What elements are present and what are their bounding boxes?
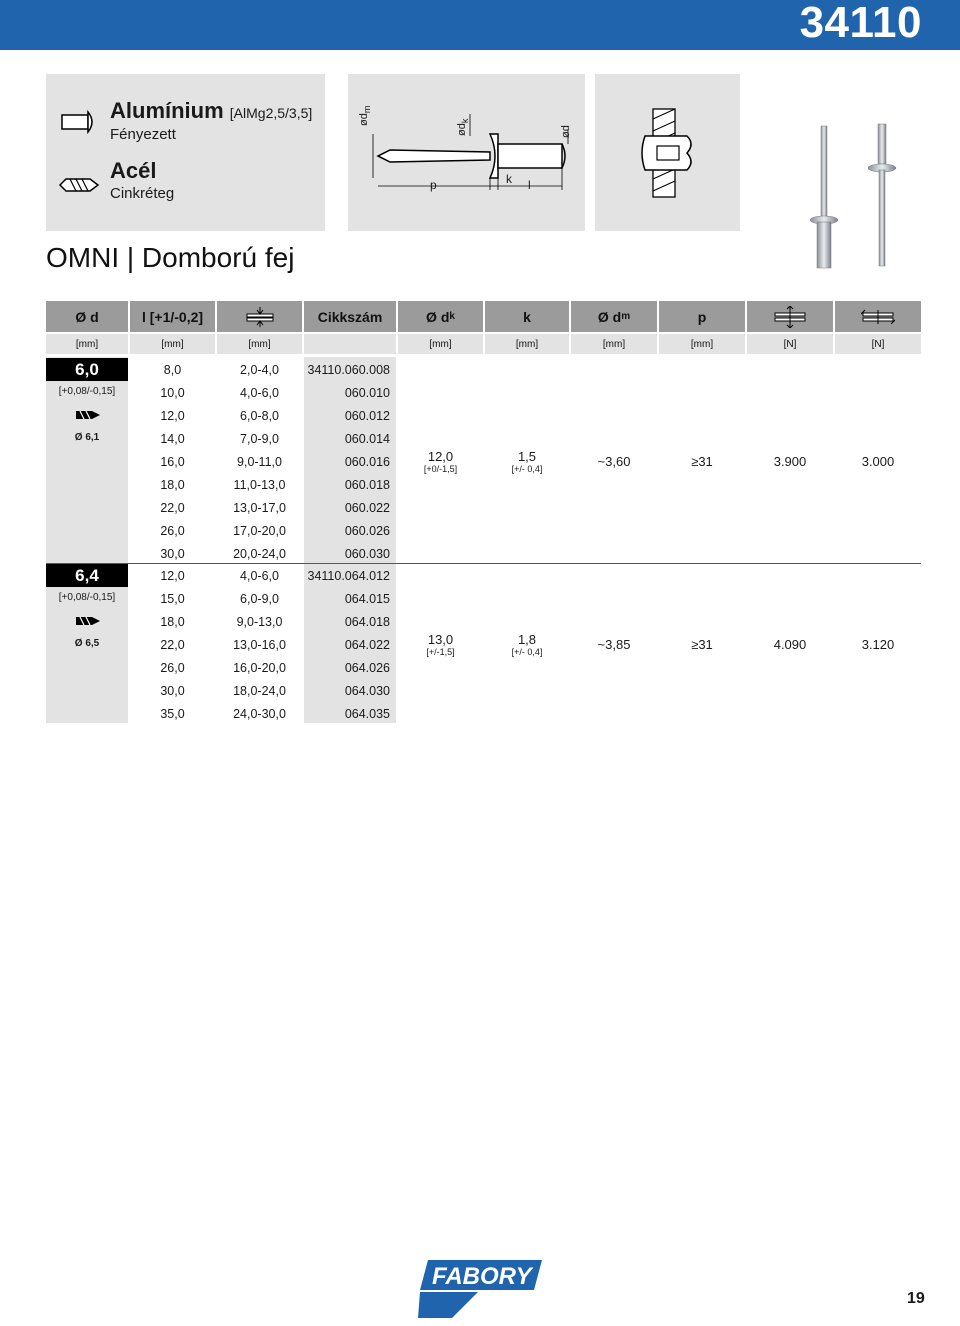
row-grip-range: 4,0-6,0 — [240, 385, 279, 400]
material-steel-title: Acél — [110, 158, 157, 183]
header-l: l [+1/-0,2] — [130, 301, 215, 332]
row-length: 12,0 — [160, 568, 185, 583]
material-aluminium — [110, 98, 312, 124]
dm-value: ~3,60 — [597, 454, 631, 469]
header-dk — [398, 301, 483, 332]
k-value: 1,5 — [517, 449, 537, 464]
k-value: 1,8 — [517, 632, 537, 647]
header-dm — [571, 301, 657, 332]
row-article: 064.030 — [344, 683, 390, 698]
dk-label — [456, 119, 470, 136]
page-code: 34110 — [799, 0, 922, 47]
unit-dk: [mm] — [398, 334, 483, 354]
row-length: 22,0 — [160, 500, 185, 515]
dk-label-text: ød — [456, 123, 468, 136]
material-aluminium-finish: Fényezett — [110, 126, 176, 143]
page-number: 19 — [907, 1290, 925, 1307]
row-grip-range: 2,0-4,0 — [240, 362, 279, 377]
drill-diameter: Ø 6,5 — [74, 638, 100, 649]
material-steel-finish: Cinkréteg — [110, 185, 175, 202]
row-grip-range: 18,0-24,0 — [233, 683, 286, 698]
header-shear — [747, 301, 833, 332]
unit-article — [304, 334, 396, 354]
row-article: 064.018 — [344, 614, 390, 629]
row-article: 060.014 — [344, 431, 390, 446]
dk-value: 13,0 — [427, 632, 454, 647]
tensile-value: 3.000 — [861, 454, 895, 469]
dm-label-sub: m — [362, 105, 373, 114]
steel-mandrel-icon — [58, 174, 100, 196]
joint-drawing — [595, 74, 740, 231]
row-length: 8,0 — [163, 362, 182, 377]
unit-tensile: [N] — [835, 334, 921, 354]
l-label: l — [528, 178, 531, 192]
d-label: ød — [560, 125, 572, 138]
tensile-force-icon — [861, 306, 895, 328]
row-grip-range: 4,0-6,0 — [240, 568, 279, 583]
product-title: OMNI | Domború fej — [46, 242, 295, 273]
row-grip-range: 16,0-20,0 — [233, 660, 286, 675]
row-article: 064.035 — [344, 706, 390, 721]
header-grip — [217, 301, 302, 332]
row-length: 30,0 — [160, 546, 185, 561]
row-length: 14,0 — [160, 431, 185, 446]
row-length: 26,0 — [160, 523, 185, 538]
row-grip-range: 7,0-9,0 — [240, 431, 279, 446]
row-grip-range: 13,0-17,0 — [233, 500, 286, 515]
row-article: 064.015 — [344, 591, 390, 606]
diameter-badge-6-0: 6,0 — [46, 358, 128, 381]
unit-l: [mm] — [130, 334, 215, 354]
joint-section-diagram — [595, 74, 740, 231]
diameter-badge-6-4: 6,4 — [46, 564, 128, 587]
grip-range-icon — [245, 306, 275, 328]
row-article: 34110.064.012 — [307, 568, 390, 583]
row-length: 22,0 — [160, 637, 185, 652]
header-k: k — [485, 301, 569, 332]
k-label: k — [506, 172, 512, 186]
unit-k: [mm] — [485, 334, 569, 354]
material-aluminium-title: Alumínium — [110, 98, 224, 123]
dk-tolerance: [+/-1,5] — [426, 647, 455, 657]
unit-dm: [mm] — [571, 334, 657, 354]
header-article: Cikkszám — [304, 301, 396, 332]
rivet-dimension-diagram — [348, 74, 585, 231]
diameter-tolerance: [+0,08/-0,15] — [58, 386, 116, 397]
row-article: 060.010 — [344, 385, 390, 400]
row-length: 30,0 — [160, 683, 185, 698]
row-length: 10,0 — [160, 385, 185, 400]
material-panel — [46, 74, 325, 231]
unit-p: [mm] — [659, 334, 745, 354]
aluminium-rivet-icon — [60, 110, 98, 134]
row-length: 18,0 — [160, 477, 185, 492]
header-p: p — [659, 301, 745, 332]
dk-value: 12,0 — [427, 449, 454, 464]
drill-icon — [74, 613, 102, 629]
diameter-tolerance: [+0,08/-0,15] — [58, 592, 116, 603]
dm-value: ~3,85 — [597, 637, 631, 652]
shear-value: 4.090 — [773, 637, 807, 652]
header-dk-text: Ø d — [426, 308, 450, 325]
p-label: p — [430, 178, 437, 192]
fabory-logo — [418, 1256, 544, 1320]
row-grip-range: 9,0-13,0 — [236, 614, 283, 629]
header-dm-sub: m — [621, 311, 631, 322]
k-tolerance: [+/- 0,4] — [511, 647, 543, 657]
row-article: 060.012 — [344, 408, 390, 423]
row-length: 35,0 — [160, 706, 185, 721]
row-article: 34110.060.008 — [307, 362, 390, 377]
rivet-drawing — [348, 74, 585, 231]
row-grip-range: 9,0-11,0 — [237, 454, 282, 469]
dm-label — [358, 106, 372, 126]
header-d: Ø d — [46, 301, 128, 332]
row-length: 16,0 — [160, 454, 185, 469]
row-article: 064.026 — [344, 660, 390, 675]
drill-icon — [74, 407, 102, 423]
header-dm-text: Ø d — [597, 308, 622, 325]
unit-grip: [mm] — [217, 334, 302, 354]
row-length: 18,0 — [160, 614, 185, 629]
row-grip-range: 13,0-16,0 — [233, 637, 286, 652]
row-grip-range: 17,0-20,0 — [233, 523, 286, 538]
row-grip-range: 6,0-8,0 — [240, 408, 279, 423]
row-article: 060.022 — [344, 500, 390, 515]
row-grip-range: 11,0-13,0 — [233, 477, 286, 492]
p-value: ≥31 — [691, 637, 713, 652]
unit-shear: [N] — [747, 334, 833, 354]
row-article: 060.018 — [344, 477, 390, 492]
p-value: ≥31 — [691, 454, 713, 469]
tensile-value: 3.120 — [861, 637, 895, 652]
row-grip-range: 24,0-30,0 — [233, 706, 286, 721]
row-length: 26,0 — [160, 660, 185, 675]
row-article: 060.026 — [344, 523, 390, 538]
shear-force-icon — [773, 306, 807, 328]
brand-text: FABORY — [432, 1263, 532, 1290]
dm-label-text: ød — [358, 113, 370, 126]
shear-value: 3.900 — [773, 454, 807, 469]
dk-tolerance: [+0/-1,5] — [423, 464, 458, 474]
drill-diameter: Ø 6,1 — [74, 432, 100, 443]
row-article: 064.022 — [344, 637, 390, 652]
k-tolerance: [+/- 0,4] — [511, 464, 543, 474]
dk-label-sub: k — [460, 118, 471, 124]
row-article: 060.030 — [344, 546, 390, 561]
row-length: 15,0 — [160, 591, 185, 606]
material-aluminium-spec: [AlMg2,5/3,5] — [229, 105, 313, 121]
header-dk-sub: k — [449, 311, 455, 322]
row-length: 12,0 — [160, 408, 185, 423]
header-tensile — [835, 301, 921, 332]
row-grip-range: 20,0-24,0 — [233, 546, 286, 561]
rivet-product-image — [800, 120, 910, 275]
unit-d: [mm] — [46, 334, 128, 354]
row-article: 060.016 — [344, 454, 390, 469]
row-grip-range: 6,0-9,0 — [240, 591, 279, 606]
